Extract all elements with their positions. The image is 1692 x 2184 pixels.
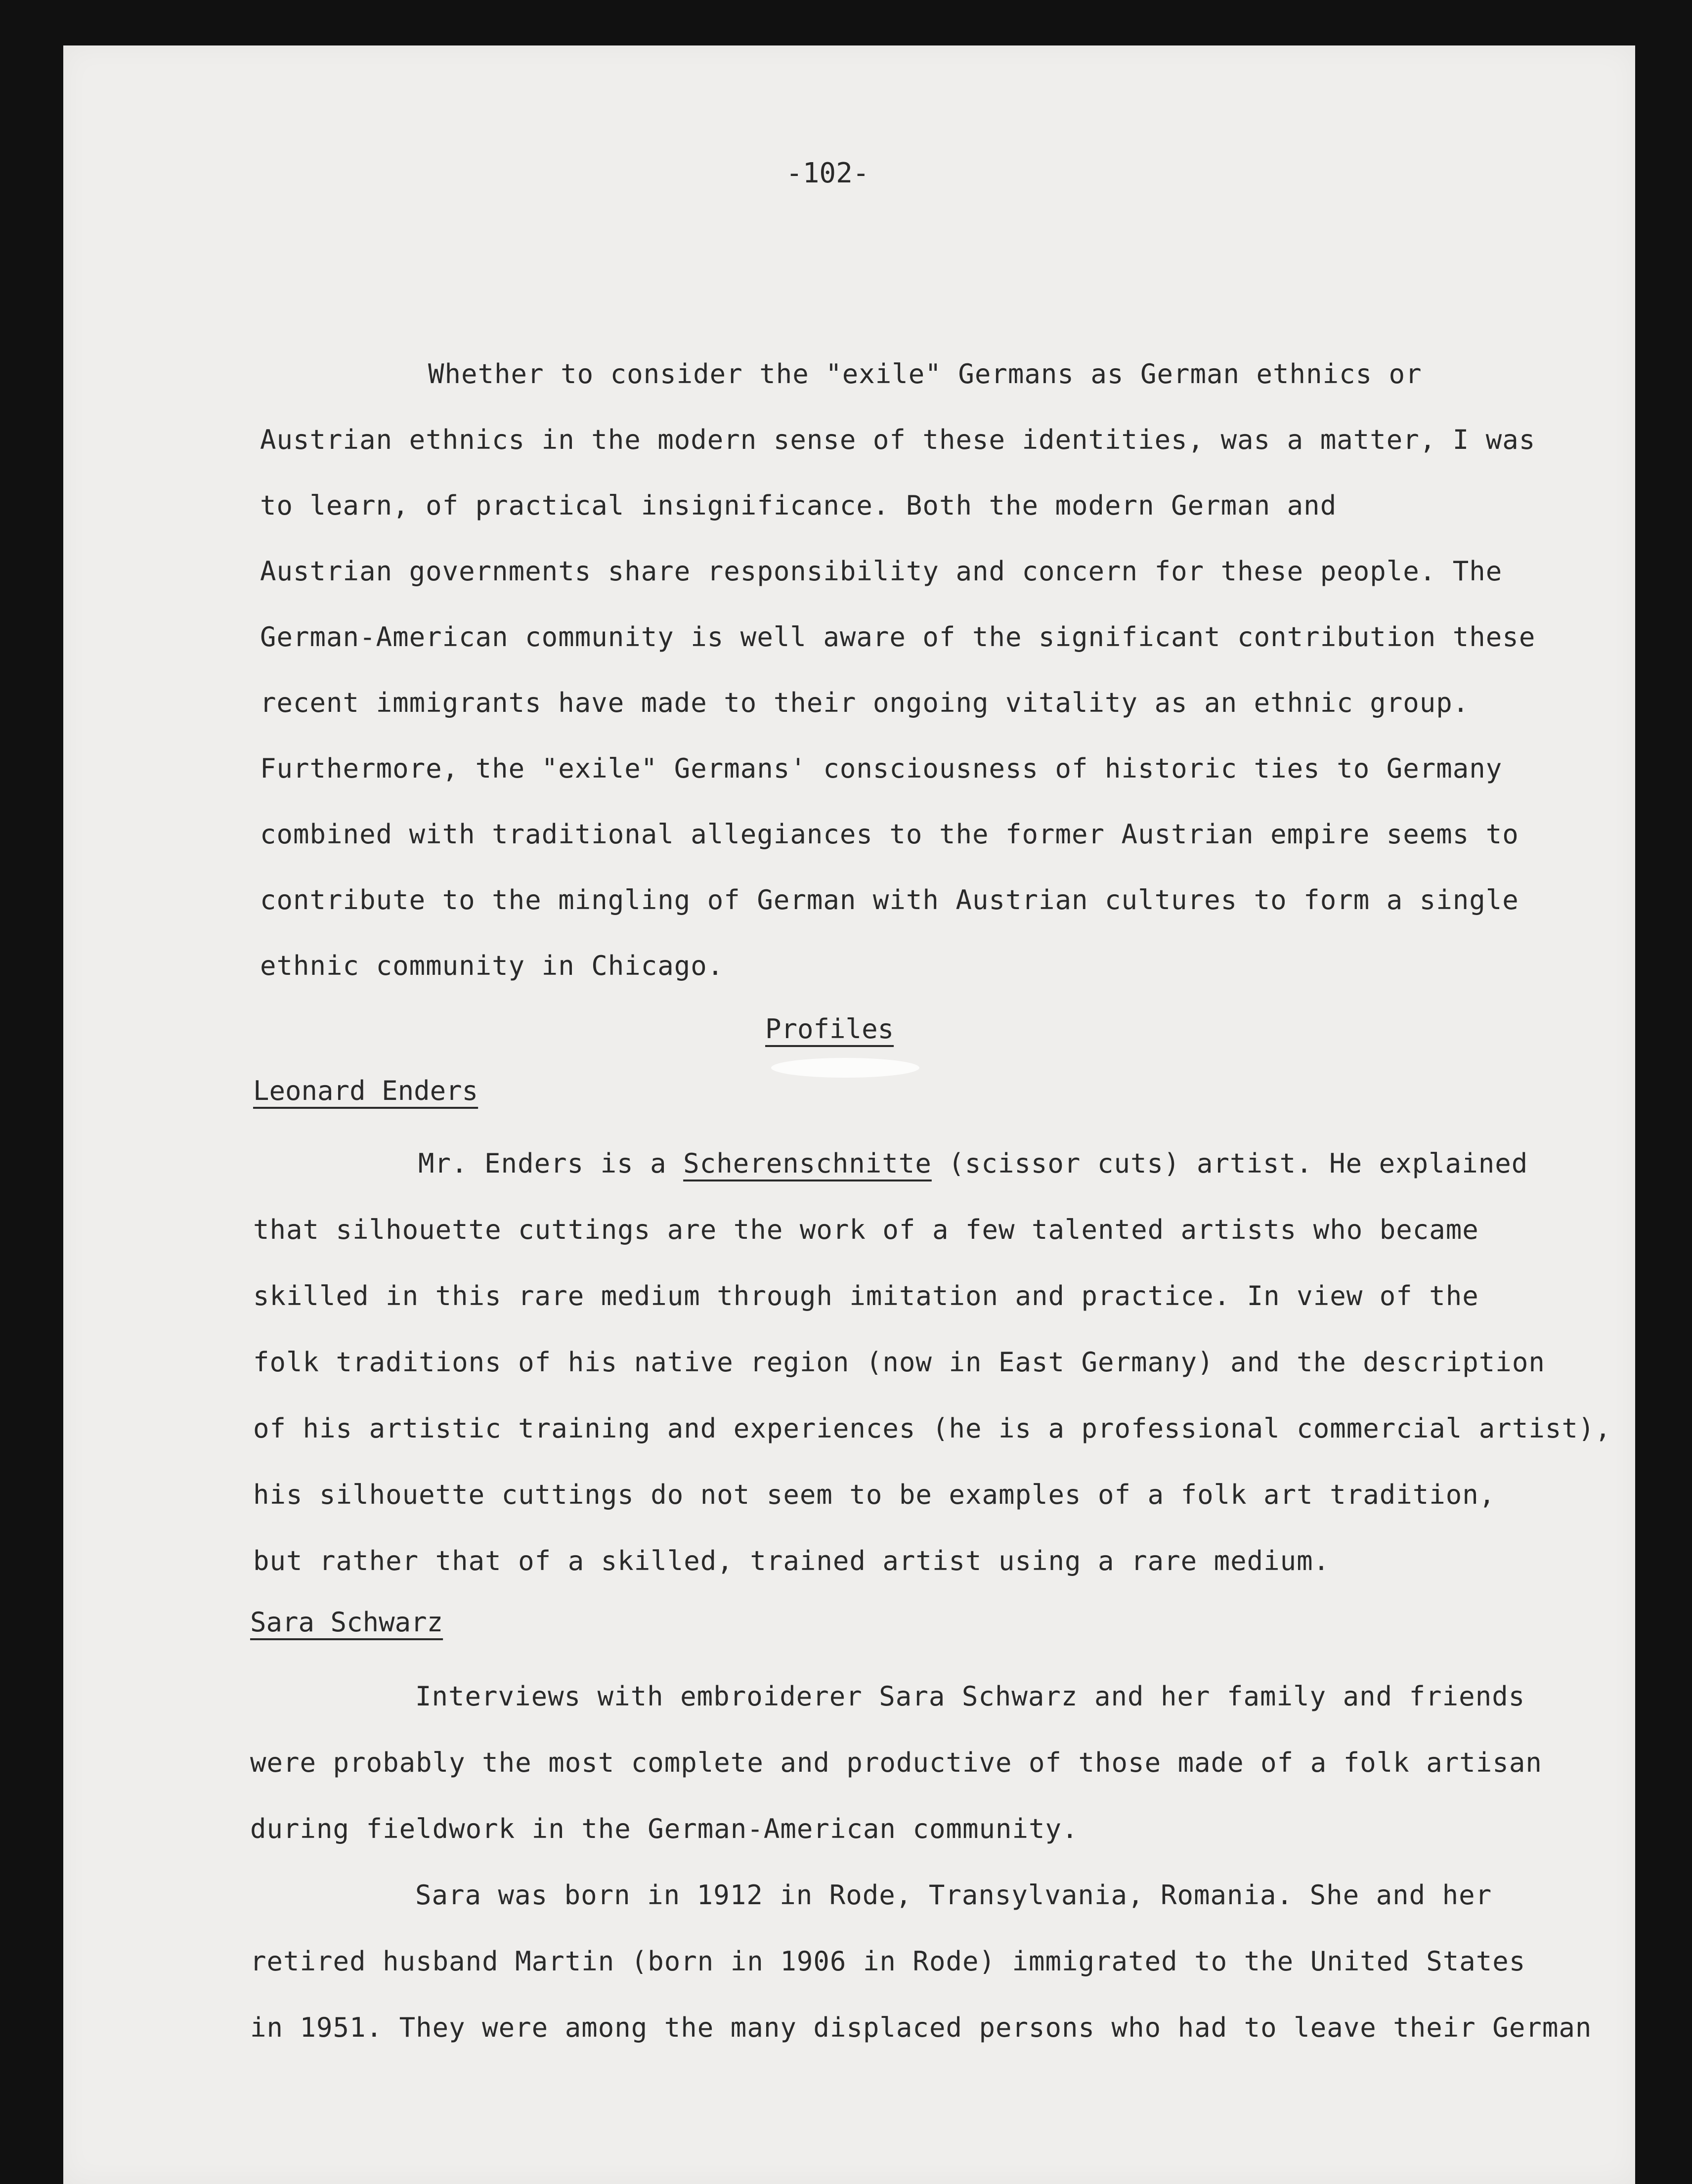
text-line: Sara was born in 1912 in Rode, Transylvania, Romania. She and her: [415, 1879, 1492, 1911]
text-line: folk traditions of his native region (now in East Germany) and the description: [253, 1347, 1545, 1378]
text-line: Furthermore, the "exile" Germans' consciousness of historic ties to Germany: [260, 753, 1503, 784]
text-line: Interviews with embroiderer Sara Schwarz and her family and friends: [415, 1681, 1525, 1712]
text-line: retired husband Martin (born in 1906 in Rode) immigrated to the United States: [250, 1946, 1526, 1977]
text-line: skilled in this rare medium through imitation and practice. In view of the: [253, 1280, 1479, 1311]
text-line: his silhouette cuttings do not seem to be examples of a folk art tradition,: [253, 1479, 1496, 1510]
page-number: -102-: [786, 157, 869, 189]
text-run: (scissor cuts) artist. He explained: [931, 1148, 1528, 1179]
text-line: in 1951. They were among the many displaced persons who had to leave their German: [250, 2012, 1592, 2043]
text-line: but rather that of a skilled, trained artist using a rare medium.: [253, 1545, 1330, 1576]
profile-heading: Leonard Enders: [253, 1075, 478, 1106]
text-line: Austrian ethnics in the modern sense of these identities, was a matter, I was: [260, 424, 1536, 455]
text-line: German-American community is well aware of the significant contribution these: [260, 621, 1536, 653]
text-line: contribute to the mingling of German with Austrian cultures to form a single: [260, 884, 1519, 916]
text-run: Mr. Enders is a: [418, 1148, 684, 1179]
text-line: Austrian governments share responsibility and concern for these people. The: [260, 556, 1503, 587]
emphasized-term: Scherenschnitte: [683, 1148, 932, 1179]
text-line: recent immigrants have made to their ongoing vitality as an ethnic group.: [260, 687, 1470, 718]
section-heading: Profiles: [765, 1013, 894, 1045]
text-line: combined with traditional allegiances to the former Austrian empire seems to: [260, 819, 1519, 850]
text-line: [418, 1148, 1528, 1179]
text-line: of his artistic training and experiences (he is a professional commercial artist),: [253, 1413, 1611, 1444]
text-line: ethnic community in Chicago.: [260, 950, 724, 981]
text-line: Whether to consider the "exile" Germans as German ethnics or: [428, 358, 1422, 390]
paper-smudge: [771, 1058, 919, 1078]
text-line: that silhouette cuttings are the work of a few talented artists who became: [253, 1214, 1479, 1245]
profile-heading: Sara Schwarz: [250, 1607, 443, 1638]
text-line: were probably the most complete and productive of those made of a folk artisan: [250, 1747, 1542, 1778]
text-line: to learn, of practical insignificance. Both the modern German and: [260, 490, 1337, 521]
text-line: during fieldwork in the German-American community.: [250, 1813, 1079, 1844]
